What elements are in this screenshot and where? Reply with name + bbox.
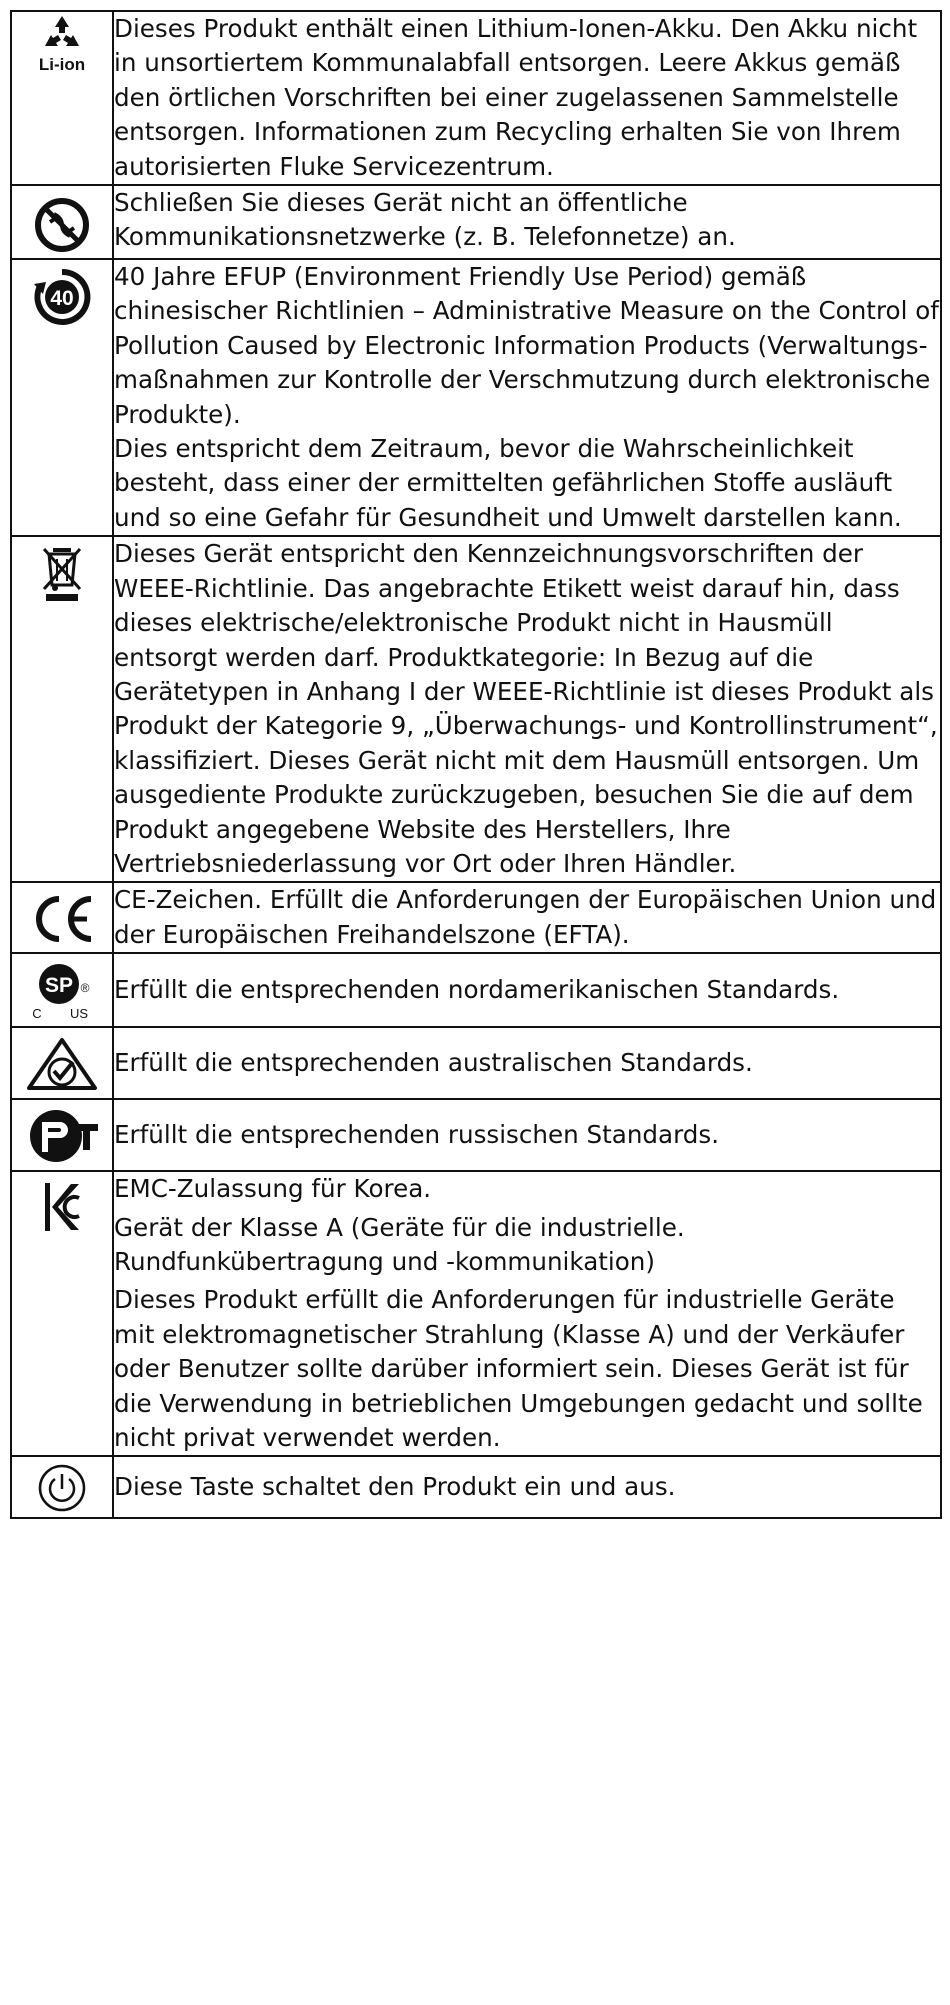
ce-mark-icon xyxy=(29,891,95,947)
description-cell xyxy=(113,1027,941,1099)
description-cell xyxy=(113,536,941,882)
icon-cell xyxy=(11,882,113,953)
symbols-table xyxy=(10,10,942,1519)
symbol-row-li-ion xyxy=(11,11,941,185)
symbol-row-power xyxy=(11,1456,941,1518)
icon-cell xyxy=(11,1099,113,1171)
efup-label: 40 xyxy=(50,287,74,311)
row-kc-text-3: Dieses Produkt erfüllt die Anforderungen für industrielle Geräte mit elektromagnetischer Strahlung (Klasse A) und der Verkäufer oder Benutzer sollte darüber informiert sein. Dieses Gerät ist für die Verwendung in betrieblichen Umgebungen gedacht und sollte nicht privat verwendet werden. xyxy=(114,1285,923,1452)
csa-label: SP xyxy=(44,974,74,998)
row-csa-text: Erfüllt die entsprechenden nordamerikanischen Standards. xyxy=(114,974,840,1004)
symbol-row-rcm xyxy=(11,1027,941,1099)
svg-text:®: ® xyxy=(80,981,90,996)
efup-40-icon xyxy=(31,266,93,328)
kc-korea-icon xyxy=(41,1180,83,1234)
icon-cell xyxy=(11,536,113,882)
icon-cell xyxy=(11,11,113,185)
no-telecom-network-icon xyxy=(33,196,91,254)
symbol-row-weee xyxy=(11,536,941,882)
symbol-row-efup xyxy=(11,259,941,536)
weee-crossed-bin-icon xyxy=(40,545,84,603)
svg-text:C: C xyxy=(32,1006,42,1022)
symbol-row-kc xyxy=(11,1171,941,1456)
icon-cell xyxy=(11,1027,113,1099)
description-cell xyxy=(113,185,941,259)
symbol-row-pct xyxy=(11,1099,941,1171)
row-efup-text: 40 Jahre EFUP (Environment Friendly Use Period) gemäß chinesischer Richtlinien – Administrative Measure on the Control of Pollution Caused by Electronic Information Products (Verwaltungs-maßnahmen zur Kontrolle der Verschmutzung durch elektronische Produkte). Dies entspricht dem Zeitraum, bevor die Wahrscheinlichkeit besteht, dass einer der ermittelten gefährlichen Stoffe ausläuft und so eine Gefahr für Gesundheit und Umwelt darstellen kann. xyxy=(114,262,939,532)
icon-cell xyxy=(11,185,113,259)
icon-cell xyxy=(11,1171,113,1456)
power-button-icon xyxy=(37,1463,87,1513)
icon-cell xyxy=(11,1456,113,1518)
row-rcm-text: Erfüllt die entsprechenden australischen Standards. xyxy=(114,1047,753,1077)
row-telecom-text: Schließen Sie dieses Gerät nicht an öffentliche Kommunikationsnetzwerke (z. B. Telefonnetze) an. xyxy=(114,188,736,252)
li-ion-recycle-icon xyxy=(31,12,93,76)
description-cell xyxy=(113,953,941,1027)
description-cell xyxy=(113,1456,941,1518)
description-cell xyxy=(113,1171,941,1456)
description-cell xyxy=(113,259,941,536)
li-ion-label: Li-ion xyxy=(38,55,86,74)
description-cell xyxy=(113,882,941,953)
icon-cell xyxy=(11,259,113,536)
row-weee-text: Dieses Gerät entspricht den Kennzeichnungsvorschriften der WEEE-Richtlinie. Das angebrachte Etikett weist darauf hin, dass dieses elektrische/elektronische Produkt nicht in Hausmüll entsorgt werden darf. Produktkategorie: In Bezug auf die Gerätetypen in Anhang I der WEEE-Richtlinie ist dieses Produkt als Produkt der Kategorie 9, „Überwachungs- und Kontrollinstrument“, klassifiziert. Dieses Gerät nicht mit dem Hausmüll entsorgen. Um ausgediente Produkte zurückzugeben, besuchen Sie die auf dem Produkt angegebene Website des Herstellers, Ihre Vertriebsniederlassung vor Ort oder Ihren Händler. xyxy=(114,539,938,878)
icon-cell xyxy=(11,953,113,1027)
row-ce-text: CE-Zeichen. Erfüllt die Anforderungen der Europäischen Union und der Europäischen Freihandelszone (EFTA). xyxy=(114,885,937,949)
pct-gost-icon xyxy=(24,1108,100,1164)
row-kc-text-2: Gerät der Klasse A (Geräte für die industrielle. Rundfunkübertragung und -kommunikation) xyxy=(114,1212,685,1276)
svg-text:US: US xyxy=(69,1006,89,1022)
rcm-australia-icon xyxy=(25,1036,99,1092)
row-kc-text-1: EMC-Zulassung für Korea. xyxy=(114,1174,432,1204)
row-power-text: Diese Taste schaltet den Produkt ein und aus. xyxy=(114,1472,676,1502)
symbol-row-ce xyxy=(11,882,941,953)
symbol-row-telecom xyxy=(11,185,941,259)
row-li-ion-text: Dieses Produkt enthält einen Lithium-Ionen-Akku. Den Akku nicht in unsortiertem Kommunalabfall entsorgen. Leere Akkus gemäß den örtlichen Vorschriften bei einer zugelassenen Sammelstelle entsorgen. Informationen zum Recycling erhalten Sie von Ihrem autorisierten Fluke Servicezentrum. xyxy=(114,14,918,181)
description-cell xyxy=(113,1099,941,1171)
symbol-row-csa xyxy=(11,953,941,1027)
description-cell xyxy=(113,11,941,185)
row-pct-text: Erfüllt die entsprechenden russischen Standards. xyxy=(114,1119,720,1149)
csa-us-icon xyxy=(27,960,97,1022)
